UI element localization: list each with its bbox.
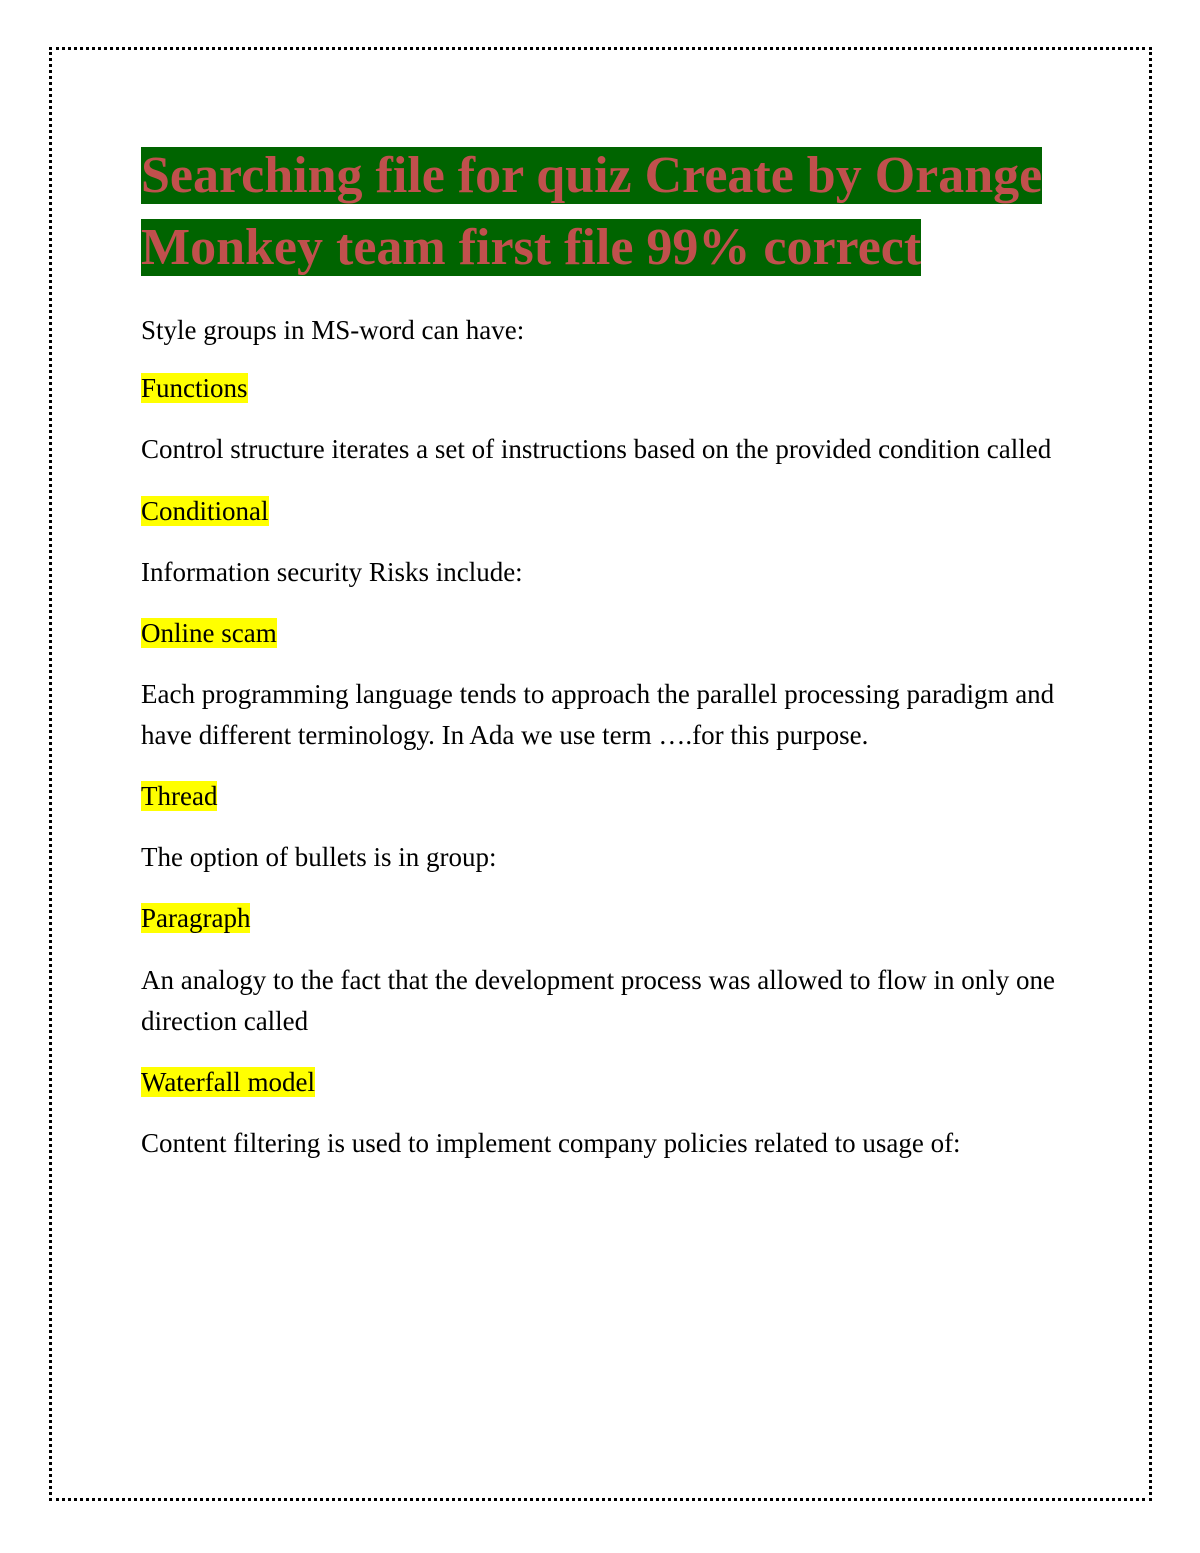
question-1: Style groups in MS-word can have:	[141, 315, 525, 345]
answer-4	[141, 776, 1071, 817]
question-4: Each programming language tends to approach the parallel processing paradigm and have different terminology. In Ada we use term ….for this purpose.	[141, 679, 1055, 750]
document-title	[141, 140, 1071, 284]
answer-6-text: Waterfall model	[141, 1067, 315, 1097]
title-text: Searching file for quiz Create by Orange Monkey team first file 99% correct	[141, 147, 1043, 276]
question-3: Information security Risks include:	[141, 557, 523, 587]
answer-2	[141, 491, 1071, 532]
answer-3	[141, 613, 1071, 654]
answer-6	[141, 1062, 1071, 1103]
answer-1-text: Functions	[141, 373, 248, 403]
question-6: An analogy to the fact that the development process was allowed to flow in only one direction called	[141, 965, 1056, 1036]
document-body	[141, 140, 1071, 1164]
answer-2-text: Conditional	[141, 496, 269, 526]
question-5: The option of bullets is in group:	[141, 842, 497, 872]
answer-1	[141, 368, 1071, 409]
answer-3-text: Online scam	[141, 618, 277, 648]
answer-5-text: Paragraph	[141, 903, 251, 933]
answer-5	[141, 898, 1071, 939]
question-7: Content filtering is used to implement company policies related to usage of:	[141, 1128, 961, 1158]
answer-4-text: Thread	[141, 781, 218, 811]
question-2: Control structure iterates a set of instructions based on the provided condition called	[141, 434, 1052, 464]
